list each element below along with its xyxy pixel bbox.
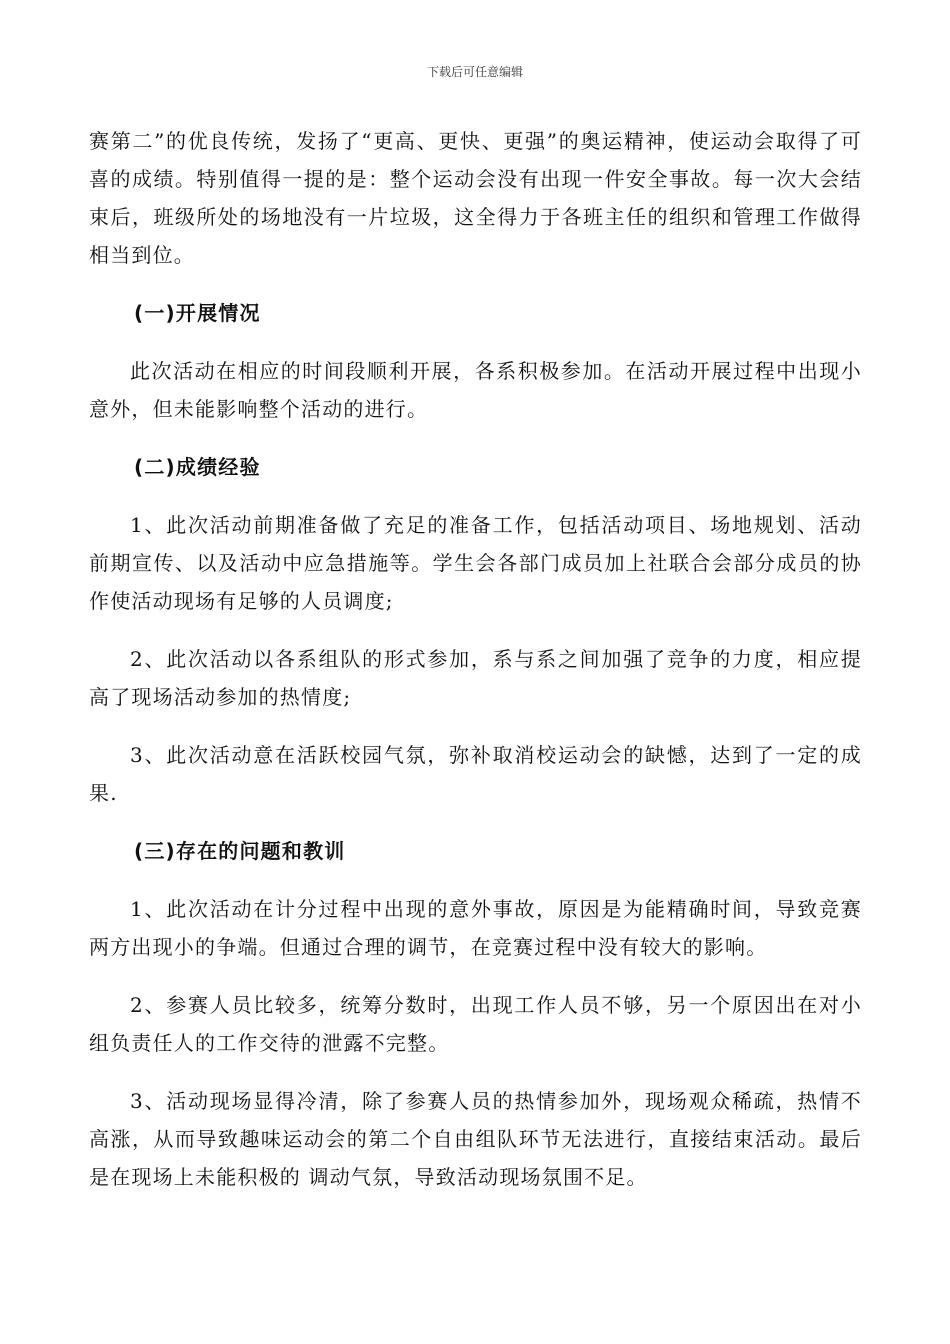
achievement-item-3: 3、此次活动意在活跃校园气氛，弥补取消校运动会的缺憾，达到了一定的成果. [89, 743, 862, 805]
problem-item-2: 2、参赛人员比较多，统筹分数时，出现工作人员不够，另一个原因出在对小组负责任人的工作交待的泄露不完整。 [89, 993, 862, 1055]
section-heading-problems: (三)存在的问题和教训 [134, 839, 346, 863]
page-header-note: 下载后可任意编辑 [426, 65, 523, 79]
document-body [89, 122, 862, 1196]
problem-item-3: 3、活动现场显得冷清，除了参赛人员的热情参加外，现场观众稀疏，热情不高涨，从而导致趣味运动会的第二个自由组队环节无法进行，直接结束活动。最后是在现场上未能积极的 调动气氛，导致活动现场氛围不足。 [89, 1089, 862, 1189]
achievement-item-1: 1、此次活动前期准备做了充足的准备工作，包括活动项目、场地规划、活动前期宣传、以及活动中应急措施等。学生会各部门成员加上社联合会部分成员的协作使活动现场有足够的人员调度; [89, 513, 862, 613]
section-heading-achievements: (二)成绩经验 [134, 455, 261, 479]
intro-paragraph: 赛第二”的优良传统，发扬了“更高、更快、更强”的奥运精神，使运动会取得了可喜的成绩。特别值得一提的是：整个运动会没有出现一件安全事故。每一次大会结束后，班级所处的场地没有一片垃圾，这全得力于各班主任的组织和管理工作做得相当到位。 [89, 129, 862, 267]
problem-item-1: 1、此次活动在计分过程中出现的意外事故，原因是为能精确时间，导致竞赛两方出现小的争端。但通过合理的调节，在竞赛过程中没有较大的影响。 [89, 897, 862, 959]
section-heading-development: (一)开展情况 [134, 301, 261, 325]
development-paragraph: 此次活动在相应的时间段顺利开展，各系积极参加。在活动开展过程中出现小意外，但未能影响整个活动的进行。 [89, 359, 862, 421]
achievement-item-2: 2、此次活动以各系组队的形式参加，系与系之间加强了竞争的力度，相应提高了现场活动参加的热情度; [89, 647, 862, 709]
